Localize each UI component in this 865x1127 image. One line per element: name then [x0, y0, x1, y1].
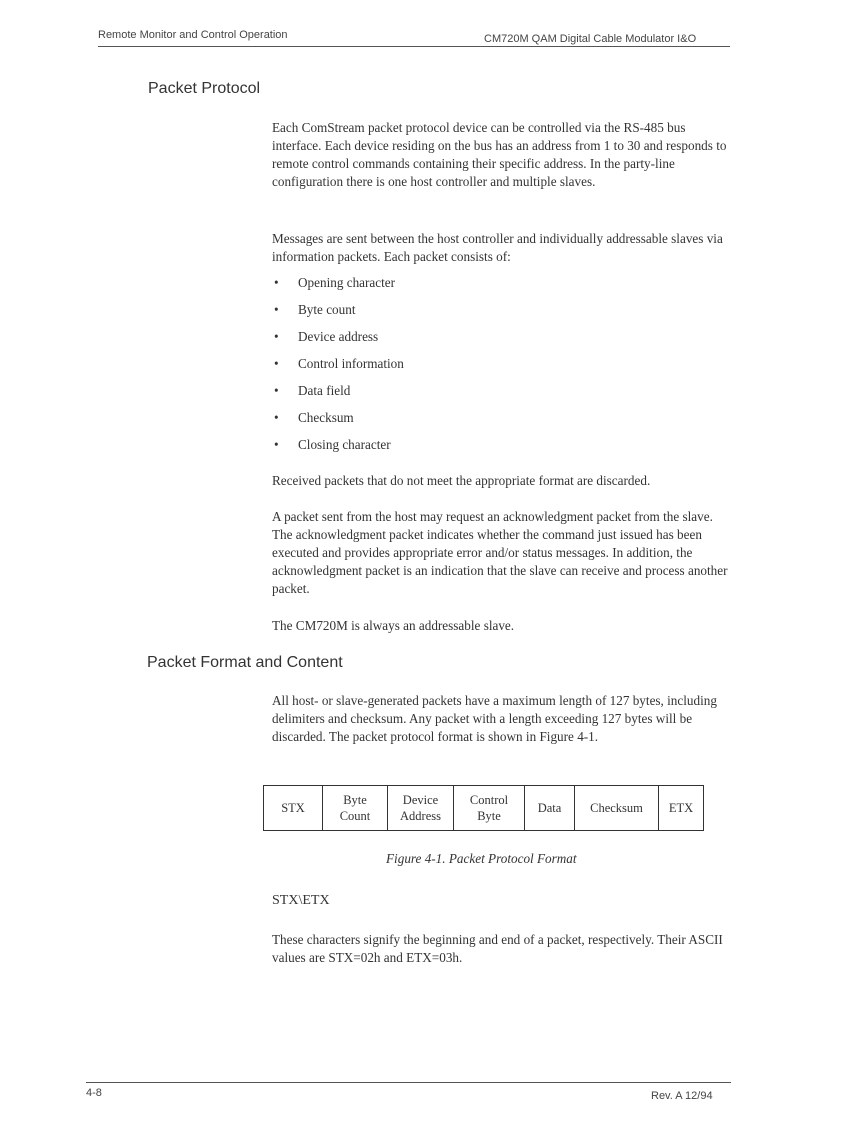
field-device-address: Device Address	[388, 786, 454, 831]
bullet-icon: •	[274, 329, 279, 344]
list-item: • Control information	[272, 354, 712, 381]
bullet-icon: •	[274, 302, 279, 317]
paragraph-acknowledgment: A packet sent from the host may request an acknowledgment packet from the slave. The acknowledgment packet indicates whether the command just issued has been executed and provides appropriate error and/or status messages. In addition, the acknowledgment packet is an indication that the slave can receive and process another packet.	[272, 509, 728, 596]
paragraph-discarded: Received packets that do not meet the appropriate format are discarded.	[272, 473, 651, 488]
header-rule	[98, 46, 730, 47]
bullet-icon: •	[274, 383, 279, 398]
field-byte-count: Byte Count	[323, 786, 388, 831]
list-item: • Data field	[272, 381, 712, 408]
list-item: • Device address	[272, 327, 712, 354]
field-data: Data	[525, 786, 575, 831]
list-item: • Checksum	[272, 408, 712, 435]
running-header-manual: CM720M QAM Digital Cable Modulator I&O	[484, 33, 697, 45]
field-control-byte: Control Byte	[454, 786, 525, 831]
revision-label: Rev. A 12/94	[651, 1090, 713, 1102]
bullet-icon: •	[274, 275, 279, 290]
list-item: • Closing character	[272, 435, 712, 462]
field-stx: STX	[264, 786, 323, 831]
figure-caption: Figure 4-1. Packet Protocol Format	[386, 851, 577, 866]
bullet-icon: •	[274, 410, 279, 425]
bullet-icon: •	[274, 437, 279, 452]
list-item: • Byte count	[272, 300, 712, 327]
packet-components-list	[272, 273, 712, 462]
paragraph-messages: Messages are sent between the host controller and individually addressable slaves via information packets. Each packet consists of:	[272, 231, 723, 264]
subheading-stx-etx: STX\ETX	[272, 893, 330, 908]
field-etx: ETX	[659, 786, 704, 831]
field-checksum: Checksum	[575, 786, 659, 831]
list-item: • Opening character	[272, 273, 712, 300]
running-header-chapter: Remote Monitor and Control Operation	[98, 29, 288, 41]
paragraph-max-length: All host- or slave-generated packets have a maximum length of 127 bytes, including delimiters and checksum. Any packet with a length exceeding 127 bytes will be discarded. The packet protocol format is shown in Figure 4-1.	[272, 693, 717, 744]
paragraph-intro: Each ComStream packet protocol device can be controlled via the RS-485 bus interface. Each device residing on the bus has an address from 1 to 30 and responds to remote control commands containing their specific address. In the party-line configuration there is one host controller and multiple slaves.	[272, 120, 727, 189]
packet-format-figure	[263, 785, 704, 831]
paragraph-stx-etx: These characters signify the beginning and end of a packet, respectively. Their ASCII values are STX=02h and ETX=03h.	[272, 932, 723, 965]
section-heading-packet-protocol: Packet Protocol	[148, 80, 261, 97]
page-number: 4-8	[86, 1087, 102, 1099]
bullet-icon: •	[274, 356, 279, 371]
section-heading-packet-format: Packet Format and Content	[147, 654, 343, 671]
paragraph-addressable-slave: The CM720M is always an addressable slave.	[272, 618, 515, 633]
footer-rule	[86, 1082, 731, 1083]
